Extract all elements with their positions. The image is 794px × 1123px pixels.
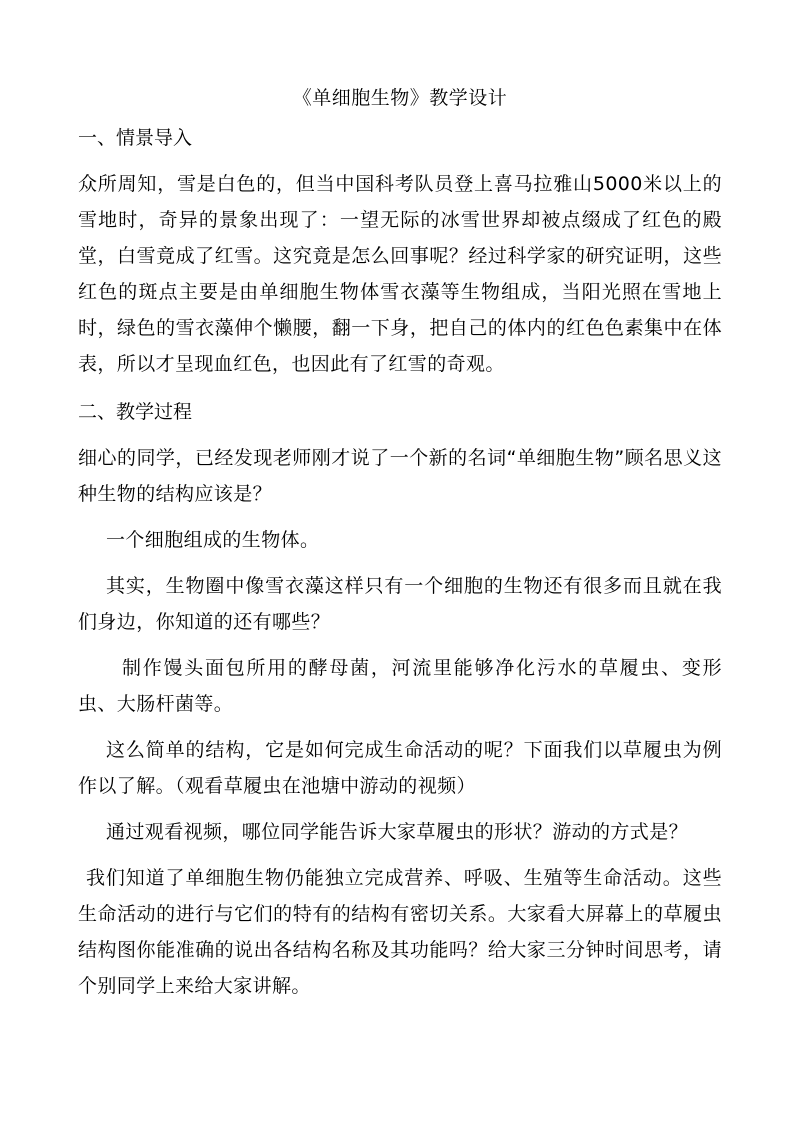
paragraph-answer: 一个细胞组成的生物体。: [106, 529, 320, 551]
section-heading-intro: 一、情景导入: [78, 127, 193, 149]
paragraph-more-examples: 其实，生物圈中像雪衣藻这样只有一个细胞的生物还有很多而且就在我们身边，你知道的还有哪些？: [78, 575, 722, 633]
paragraph-question: 细心的同学，已经发现老师刚才说了一个新的名词“单细胞生物”顾名思义这种生物的结构应该是？: [78, 447, 722, 505]
paragraph-activity: 我们知道了单细胞生物仍能独立完成营养、呼吸、生殖等生命活动。这些生命活动的进行与它们的特有的结构有密切关系。大家看大屏幕上的草履虫结构图你能准确的说出各结构名称及其功能吗？给大家三分钟时间思考，请个别同学上来给大家讲解。: [78, 867, 722, 997]
paragraph-intro: 众所周知，雪是白色的，但当中国科考队员登上喜马拉雅山5000米以上的雪地时，奇异的景象出现了：一望无际的冰雪世界却被点缀成了红色的殿堂，白雪竟成了红雪。这究竟是怎么回事呢？经过科学家的研究证明，这些红色的斑点主要是由单细胞生物体雪衣藻等生物组成，当阳光照在雪地上时，绿色的雪衣藻伸个懒腰，翻一下身，把自己的体内的红色色素集中在体表，所以才呈现血红色，也因此有了红雪的奇观。: [78, 173, 722, 375]
paragraph-video-question: 通过观看视频，哪位同学能告诉大家草履虫的形状？游动的方式是？: [106, 821, 689, 843]
paragraph-examples: 制作馒头面包所用的酵母菌，河流里能够净化污水的草履虫、变形虫、大肠杆菌等。: [78, 657, 722, 715]
section-heading-process: 二、教学过程: [78, 401, 193, 423]
document-body: [78, 84, 722, 1014]
paragraph-structure: 这么简单的结构，它是如何完成生命活动的呢？下面我们以草履虫为例作以了解。（观看草履虫在池塘中游动的视频）: [78, 739, 722, 797]
document-title: 《单细胞生物》教学设计: [292, 87, 508, 109]
